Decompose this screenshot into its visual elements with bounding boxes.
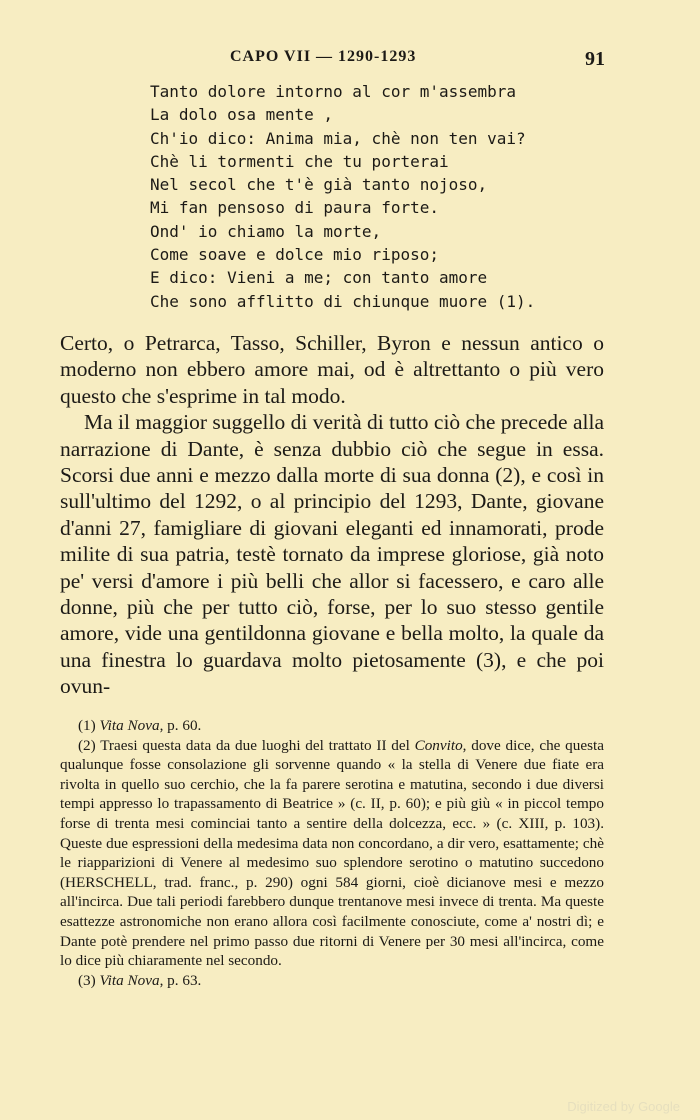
footnote-mark: (1)	[78, 717, 96, 734]
body-paragraph: Certo, o Petrarca, Tasso, Schiller, Byron e nessun antico o moderno non ebbero amore mai, od è altrettanto o più vero questo che s'esprime in tal modo.	[60, 331, 604, 408]
footnote-work-title: Vita Nova	[99, 717, 160, 734]
body-text	[60, 330, 604, 700]
poem-line: Che sono afflitto di chiunque muore (1).	[150, 291, 536, 311]
poem-line: Tanto dolore intorno al cor m'assembra	[150, 82, 517, 101]
footnote-work-title: Convito	[414, 736, 463, 754]
footnotes	[60, 716, 604, 990]
footnote-3	[60, 971, 604, 991]
footnote-2	[60, 736, 604, 971]
body-paragraph: Ma il maggior suggello di verità di tutto ciò che precede alla narrazione di Dante, è senza dubbio ciò che segue in essa. Scorsi due anni e mezzo dalla morte di sua donna (2), e così in sull'ultimo del 1292, o al principio del 1293, Dante, giovane d'anni 27, famigliare di giovani eleganti ed innamorati, prode milite di sua patria, testè tornato da imprese gloriose, già noto pe' versi d'amore i più belli che allor si facessero, e caro alle donne, più che per tutto ciò, forse, per lo suo stesso gentile amore, vide una gentildonna giovane e bella molto, la quale da una finestra lo guardava molto pietosamente (3), e che poi ovun-	[60, 410, 605, 699]
poem-line: Ond' io chiamo la morte,	[150, 221, 382, 241]
google-watermark: Digitized by Google	[567, 1099, 680, 1114]
page-number: 91	[585, 48, 605, 70]
poem-line: Ch'io dico: Anima mia, chè non ten vai?	[150, 128, 526, 148]
footnote-text: , dove dice, che questa qualunque fosse consolazione gli sorvenne quando « la stella di Venere due fiate era rivolta in quello suo cerchio, che la fa parere serotina e matutina, secondo i due diversi tempi appresso lo trapassamento di Beatrice » (c. II, p. 60); e più giù « in piccol tempo forse di trenta mesi cominciai tanto a sentire della dolcezza, ecc. » (c. XIII, p. 103). Queste due espressioni della medesima data non concordano, a dir vero, esattamente; chè le riapparizioni di Venere al medesimo suo splendore serotino o matutino succedono (HERSCHELL, trad. franc., p. 290) ogni 584 giorni, cioè dicianove mesi e mezzo all'incirca. Due tali periodi farebbero dunque trentanove mesi invece di trenta. Ma queste esattezze astronomiche non erano allora così facilmente conosciute, come a' nostri dì; e Dante potè prendere nel primo passo due ritorni di Venere per 30 mesi all'incirca, come lo dice più chiaramente nel secondo.	[60, 736, 604, 970]
footnote-text: , p. 60.	[159, 717, 202, 734]
poem-line: La dolo osa mente ,	[150, 105, 334, 125]
footnote-work-title: Vita Nova	[99, 971, 160, 989]
running-head: CAPO VII — 1290-1293	[230, 48, 417, 65]
footnote-text: (2) Traesi questa data da due luoghi del trattato II del	[78, 736, 415, 754]
footnote-mark: (3)	[78, 971, 96, 989]
page-header	[60, 48, 605, 74]
poem-line: Mi fan pensoso di paura forte.	[150, 198, 439, 218]
poem-line: E dico: Vieni a me; con tanto amore	[150, 268, 488, 288]
poem-line: Nel secol che t'è già tanto nojoso,	[150, 175, 488, 195]
poem-stanza	[150, 80, 570, 313]
footnote-1	[60, 716, 604, 736]
poem-line: Come soave e dolce mio riposo;	[150, 245, 439, 265]
poem-line: Chè li tormenti che tu porterai	[150, 151, 449, 171]
footnote-text: , p. 63.	[159, 971, 202, 989]
